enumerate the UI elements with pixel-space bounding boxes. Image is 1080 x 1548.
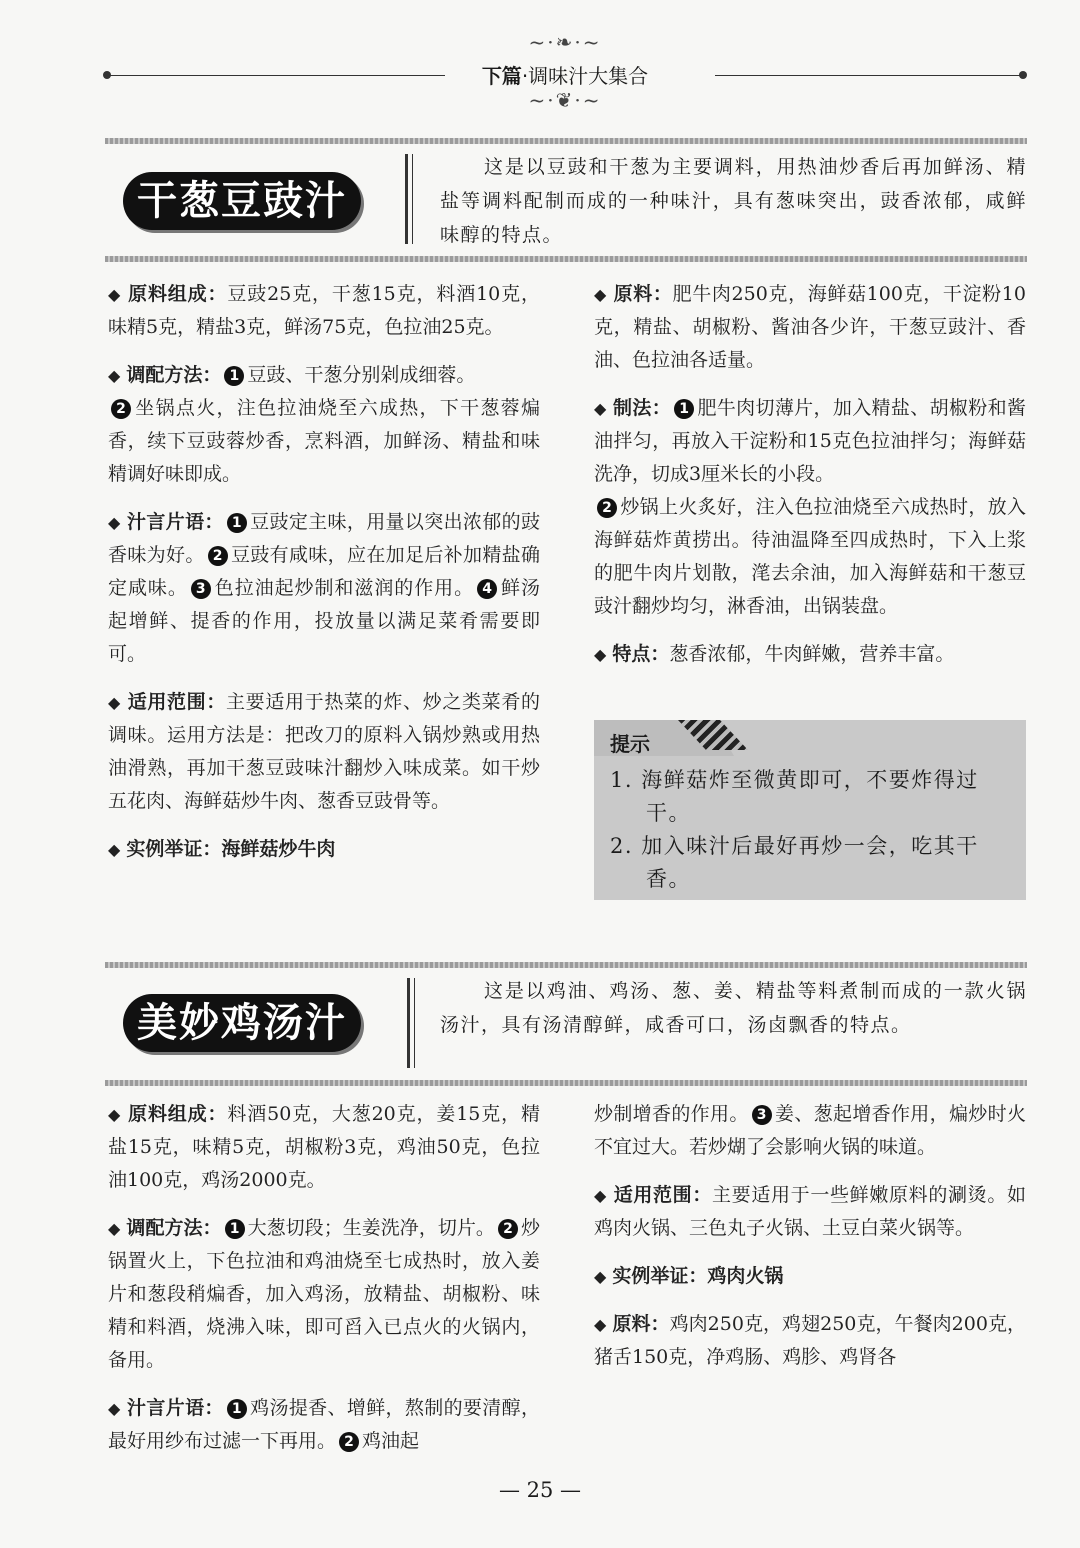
step-number-icon: 3 [191, 579, 211, 599]
scope-paragraph: ◆ 适用范围：主要适用于一些鲜嫩原料的涮烫。如鸡肉火锅、三色丸子火锅、土豆白菜火锅等。 [594, 1184, 1026, 1239]
tip-list [610, 764, 1012, 896]
ornament-icon: ~·❧·~ [528, 30, 602, 54]
notes-paragraph: ◆ 汁言片语： 1 鸡汤提香、增鲜，熬制的要清醇，最好用纱布过滤一下再用。 2 鸡油起 [108, 1397, 540, 1452]
step-number-icon: 1 [227, 1399, 247, 1419]
banner-bar [414, 978, 415, 1068]
diamond-icon: ◆ [594, 1186, 607, 1205]
tip-item: 1. 海鲜菇炸至微黄即可，不要炸得过干。 [610, 768, 979, 825]
method-paragraph: ◆ 调配方法： 1 豆豉、干葱分别剁成细蓉。 2 坐锅点火，注色拉油烧至六成热，下干葱蓉煸香，续下豆豉蓉炒香，烹料酒，加鲜汤、精盐和味精调好味即成。 [108, 364, 540, 485]
section-divider [105, 256, 1027, 262]
ingredients-paragraph: ◆ 原料组成：豆豉25克，干葱15克，料酒10克，味精5克，精盐3克，鲜汤75克，色拉油25克。 [108, 283, 540, 338]
diamond-icon: ◆ [594, 1315, 607, 1334]
left-column [108, 278, 540, 881]
recipe-title-badge: 美妙鸡汤汁 [123, 994, 361, 1052]
running-title: 下篇·调味汁大集合 [481, 64, 649, 88]
recipe-intro: 这是以鸡油、鸡汤、葱、姜、精盐等料煮制而成的一款火锅汤汁，具有汤清醇鲜，咸香可口，汤卤飘香的特点。 [440, 980, 1027, 1036]
diamond-icon: ◆ [594, 1267, 607, 1286]
page-number: — 25 — [498, 1478, 582, 1502]
notes-paragraph: ◆ 汁言片语： 1 豆豉定主味，用量以突出浓郁的豉香味为好。 2 豆豉有咸味，应在加足后补加精盐确定咸味。 3 色拉油起炒制和滋润的作用。 4 鲜汤起增鲜、提香的作用，投放量以满足菜肴需要即可。 [108, 511, 540, 665]
diamond-icon: ◆ [108, 1219, 121, 1238]
right-column [594, 278, 1026, 686]
diamond-icon: ◆ [594, 645, 607, 664]
section-divider [105, 138, 1027, 144]
section-banner [105, 150, 1027, 250]
ingredients-paragraph: ◆ 原料：肥牛肉250克，海鲜菇100克，干淀粉10克，精盐、胡椒粉、酱油各少许，干葱豆豉汁、香油、色拉油各适量。 [594, 283, 1026, 371]
page-header [105, 30, 1025, 120]
left-column [108, 1098, 540, 1473]
step-number-icon: 2 [339, 1432, 359, 1452]
method-paragraph: ◆ 调配方法： 1 大葱切段；生姜洗净，切片。 2 炒锅置火上，下色拉油和鸡油烧至七成热时，放入姜片和葱段稍煸香，加入鸡汤，放精盐、胡椒粉、味精和料酒，烧沸入味，即可舀入已点火的火锅内，备用。 [108, 1217, 540, 1371]
banner-bar [405, 154, 408, 244]
step-number-icon: 2 [208, 546, 228, 566]
tip-item: 2. 加入味汁后最好再炒一会，吃其干香。 [610, 834, 979, 891]
step-number-icon: 3 [752, 1105, 772, 1125]
tip-box [594, 720, 1026, 900]
section-banner [105, 974, 1027, 1074]
right-column [594, 1098, 1026, 1389]
banner-bar [407, 978, 410, 1068]
step-number-icon: 1 [227, 513, 247, 533]
section-divider [105, 962, 1027, 968]
diamond-icon: ◆ [108, 1105, 122, 1124]
diamond-icon: ◆ [108, 840, 121, 859]
diamond-icon: ◆ [594, 285, 607, 304]
recipe-title-badge: 干葱豆豉汁 [123, 172, 361, 230]
diamond-icon: ◆ [108, 693, 121, 712]
step-number-icon: 2 [498, 1219, 518, 1239]
diamond-icon: ◆ [594, 399, 607, 418]
method-paragraph: ◆ 制法： 1 肥牛肉切薄片，加入精盐、胡椒粉和酱油拌匀，再放入干淀粉和15克色拉油拌匀；海鲜菇洗净，切成3厘米长的小段。 2 炒锅上火炙好，注入色拉油烧至六成热时，放入海鲜菇炸黄捞出。待油温降至四成热时，下入上浆的肥牛肉片划散，滗去余油，加入海鲜菇和干葱豆豉汁翻炒均匀，淋香油，出锅装盘。 [594, 397, 1026, 617]
section-divider [105, 1080, 1027, 1086]
diamond-icon: ◆ [108, 366, 121, 385]
scope-paragraph: ◆ 适用范围：主要适用于热菜的炸、炒之类菜肴的调味。运用方法是：把改刀的原料入锅炒熟或用热油滑熟，再加干葱豆豉味汁翻炒入味成菜。如干炒五花肉、海鲜菇炒牛肉、葱香豆豉骨等。 [108, 691, 540, 812]
example-paragraph: ◆ 实例举证：海鲜菇炒牛肉 [108, 838, 336, 860]
step-number-icon: 1 [224, 366, 244, 386]
example-paragraph: ◆ 实例举证：鸡肉火锅 [594, 1265, 784, 1287]
step-number-icon: 1 [225, 1219, 245, 1239]
step-number-icon: 4 [477, 579, 497, 599]
step-number-icon: 2 [597, 498, 617, 518]
step-number-icon: 2 [111, 399, 131, 419]
banner-bar [412, 154, 413, 244]
notes-continued-paragraph: 炒制增香的作用。 3 姜、葱起增香作用，煸炒时火不宜过大。若炒煳了会影响火锅的味道。 [594, 1103, 1026, 1158]
ornament-icon: ~·❦·~ [528, 88, 602, 112]
recipe-intro: 这是以豆豉和干葱为主要调料，用热油炒香后再加鲜汤、精盐等调料配制而成的一种味汁，具有葱味突出，豉香浓郁，咸鲜味醇的特点。 [440, 156, 1027, 246]
feature-paragraph: ◆ 特点：葱香浓郁，牛肉鲜嫩，营养丰富。 [594, 643, 955, 665]
tip-title: 提示 [610, 732, 650, 756]
step-number-icon: 1 [674, 399, 694, 419]
ingredients-paragraph: ◆ 原料：鸡肉250克，鸡翅250克，午餐肉200克，猪舌150克，净鸡肠、鸡胗、鸡肾各 [594, 1313, 1026, 1368]
ingredients-paragraph: ◆ 原料组成：料酒50克，大葱20克，姜15克，精盐15克，味精5克，胡椒粉3克，鸡油50克，色拉油100克，鸡汤2000克。 [108, 1103, 540, 1191]
diamond-icon: ◆ [108, 1399, 121, 1418]
diamond-icon: ◆ [108, 513, 121, 532]
diamond-icon: ◆ [108, 285, 122, 304]
